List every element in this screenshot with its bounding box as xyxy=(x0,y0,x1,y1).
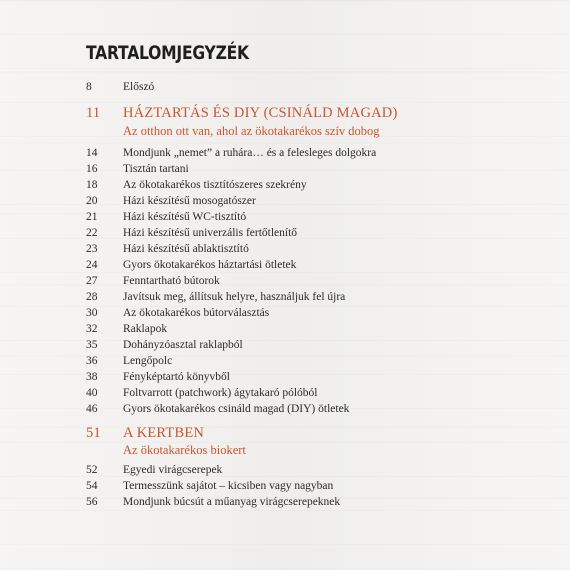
toc-title: Házi készítésű mosogatószer xyxy=(123,195,256,207)
toc-section-title: HÁZTARTÁS ÉS DIY (CSINÁLD MAGAD) xyxy=(123,105,398,121)
toc-title: Gyors ökotakarékos csináld magad (DIY) ötletek xyxy=(123,403,350,415)
toc-title: Raklapok xyxy=(123,323,168,335)
toc-page-number: 32 xyxy=(86,323,98,335)
toc-section-title: A KERTBEN xyxy=(123,425,205,441)
toc-page-number: 24 xyxy=(86,259,98,271)
toc-title: Az ökotakarékos tisztítószeres szekrény xyxy=(123,179,307,191)
toc-section-subtitle: Az otthon ott van, ahol az ökotakarékos szív dobog xyxy=(123,124,380,138)
toc-page-number: 27 xyxy=(86,275,98,287)
toc-section-page-number: 51 xyxy=(86,425,101,441)
toc-page-number: 52 xyxy=(86,464,98,476)
toc-page-number: 21 xyxy=(86,211,98,223)
toc-page-number: 16 xyxy=(86,163,98,175)
toc-title: Termesszünk sajátot – kicsiben vagy nagyban xyxy=(123,480,334,492)
toc-title: Fényképtartó könyvből xyxy=(123,371,230,383)
toc-page-number: 8 xyxy=(86,81,92,93)
toc-title: Mondjunk búcsút a műanyag virágcserepeknek xyxy=(123,496,341,508)
toc-page-number: 28 xyxy=(86,291,98,303)
toc-page-number: 30 xyxy=(86,307,98,319)
toc-page-number: 38 xyxy=(86,371,98,383)
toc-title: Lengőpolc xyxy=(123,355,173,367)
toc-title: Az ökotakarékos bútorválasztás xyxy=(123,307,270,319)
toc-page-number: 35 xyxy=(86,339,98,351)
toc-page-number: 36 xyxy=(86,355,98,367)
toc-title: Gyors ökotakarékos háztartási ötletek xyxy=(123,259,297,271)
page-title: TARTALOMJEGYZÉK xyxy=(86,42,249,64)
toc-page-number: 40 xyxy=(86,387,98,399)
toc-page-number: 14 xyxy=(86,147,98,159)
toc-title: Foltvarrott (patchwork) ágytakaró pólóból xyxy=(123,387,318,399)
toc-title: Egyedi virágcserepek xyxy=(123,464,223,476)
toc-title: Tisztán tartani xyxy=(123,163,189,175)
toc-page-number: 46 xyxy=(86,403,98,415)
toc-title: Házi készítésű univerzális fertőtlenítő xyxy=(123,227,298,239)
toc-section-subtitle: Az ökotakarékos biokert xyxy=(123,443,246,457)
toc-title: Dohányzóasztal raklapból xyxy=(123,339,243,351)
toc-page-number: 18 xyxy=(86,179,98,191)
toc-title: Javítsuk meg, állítsuk helyre, használjuk fel újra xyxy=(123,291,346,303)
toc-page-number: 56 xyxy=(86,496,98,508)
toc-page-number: 20 xyxy=(86,195,98,207)
toc-title: Házi készítésű WC-tisztító xyxy=(123,211,247,223)
toc-page-number: 54 xyxy=(86,480,98,492)
toc-title: Fenntartható bútorok xyxy=(123,275,220,287)
toc-title: Házi készítésű ablaktisztító xyxy=(123,243,249,255)
toc-title: Előszó xyxy=(123,81,155,93)
toc-section-page-number: 11 xyxy=(86,105,101,121)
toc-title: Mondjunk „nemet” a ruhára… és a felesleges dolgokra xyxy=(123,147,377,159)
toc-page-number: 22 xyxy=(86,227,98,239)
toc-page-number: 23 xyxy=(86,243,98,255)
